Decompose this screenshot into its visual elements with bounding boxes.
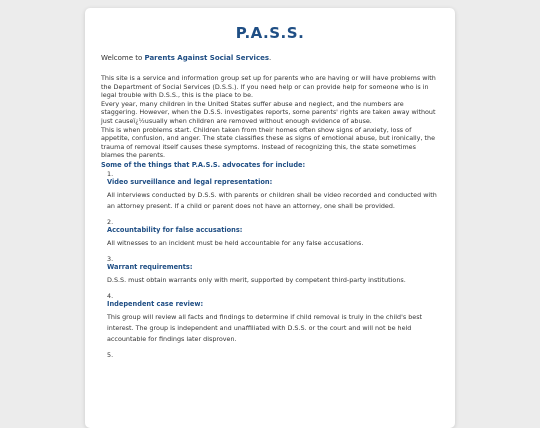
page-title: P.A.S.S.: [235, 24, 305, 42]
content-card: [85, 8, 455, 428]
item-text: All witnesses to an incident must be held accountable for any false accusations.: [107, 238, 364, 247]
advocacy-list: [101, 170, 439, 359]
welcome-prefix: Welcome to: [101, 54, 145, 62]
list-item: [107, 170, 439, 212]
advocacy-heading: Some of the things that P.A.S.S. advocates for include:: [101, 160, 306, 169]
list-item: [107, 292, 439, 345]
item-number: 2.: [107, 217, 114, 226]
welcome-line: [101, 54, 439, 63]
intro-paragraph: This is when problems start. Children taken from their homes often show signs of anxiety, loss of appetite, confusion, and anger. The state classifies these as signs of emotional abuse, but ironically, the trauma of removal itself causes these symptoms. Instead of recognizing this, the state sometimes blames the parents.: [101, 125, 436, 160]
item-title: Independent case review:: [107, 299, 204, 308]
list-item: [107, 255, 439, 286]
intro-paragraph: Every year, many children in the United States suffer abuse and neglect, and the numbers are staggering. However, when the D.S.S. investigates reports, some parents' rights are taken away without just causeï¿½usually when children are removed without enough evidence of abuse.: [101, 99, 436, 125]
intro-section: [101, 74, 439, 160]
item-number: 3.: [107, 254, 114, 263]
item-text: D.S.S. must obtain warrants only with merit, supported by competent third-party institutions.: [107, 275, 406, 284]
item-title: Video surveillance and legal representation:: [107, 177, 273, 186]
item-text: This group will review all facts and findings to determine if child removal is truly in the child's best interest. The group is independent and unaffiliated with D.S.S. or the court and will not be held accountable for findings later disproven.: [107, 312, 423, 343]
item-title: Accountability for false accusations:: [107, 225, 243, 234]
list-item: [107, 218, 439, 249]
item-title: Warrant requirements:: [107, 262, 193, 271]
item-number: 1.: [107, 169, 114, 178]
intro-paragraph: This site is a service and information group set up for parents who are having or will have problems with the Department of Social Services (D.S.S.). If you need help or can provide help for someone who is in legal trouble with D.S.S., this is the place to be.: [101, 74, 436, 100]
list-item: [107, 351, 439, 359]
welcome-suffix: .: [269, 54, 272, 62]
item-text: All interviews conducted by D.S.S. with parents or children shall be video recorded and conducted with an attorney present. If a child or parent does not have an attorney, one shall be provided.: [107, 190, 437, 210]
item-number: 5.: [107, 350, 114, 359]
item-number: 4.: [107, 291, 114, 300]
organization-name: Parents Against Social Services: [144, 54, 270, 62]
